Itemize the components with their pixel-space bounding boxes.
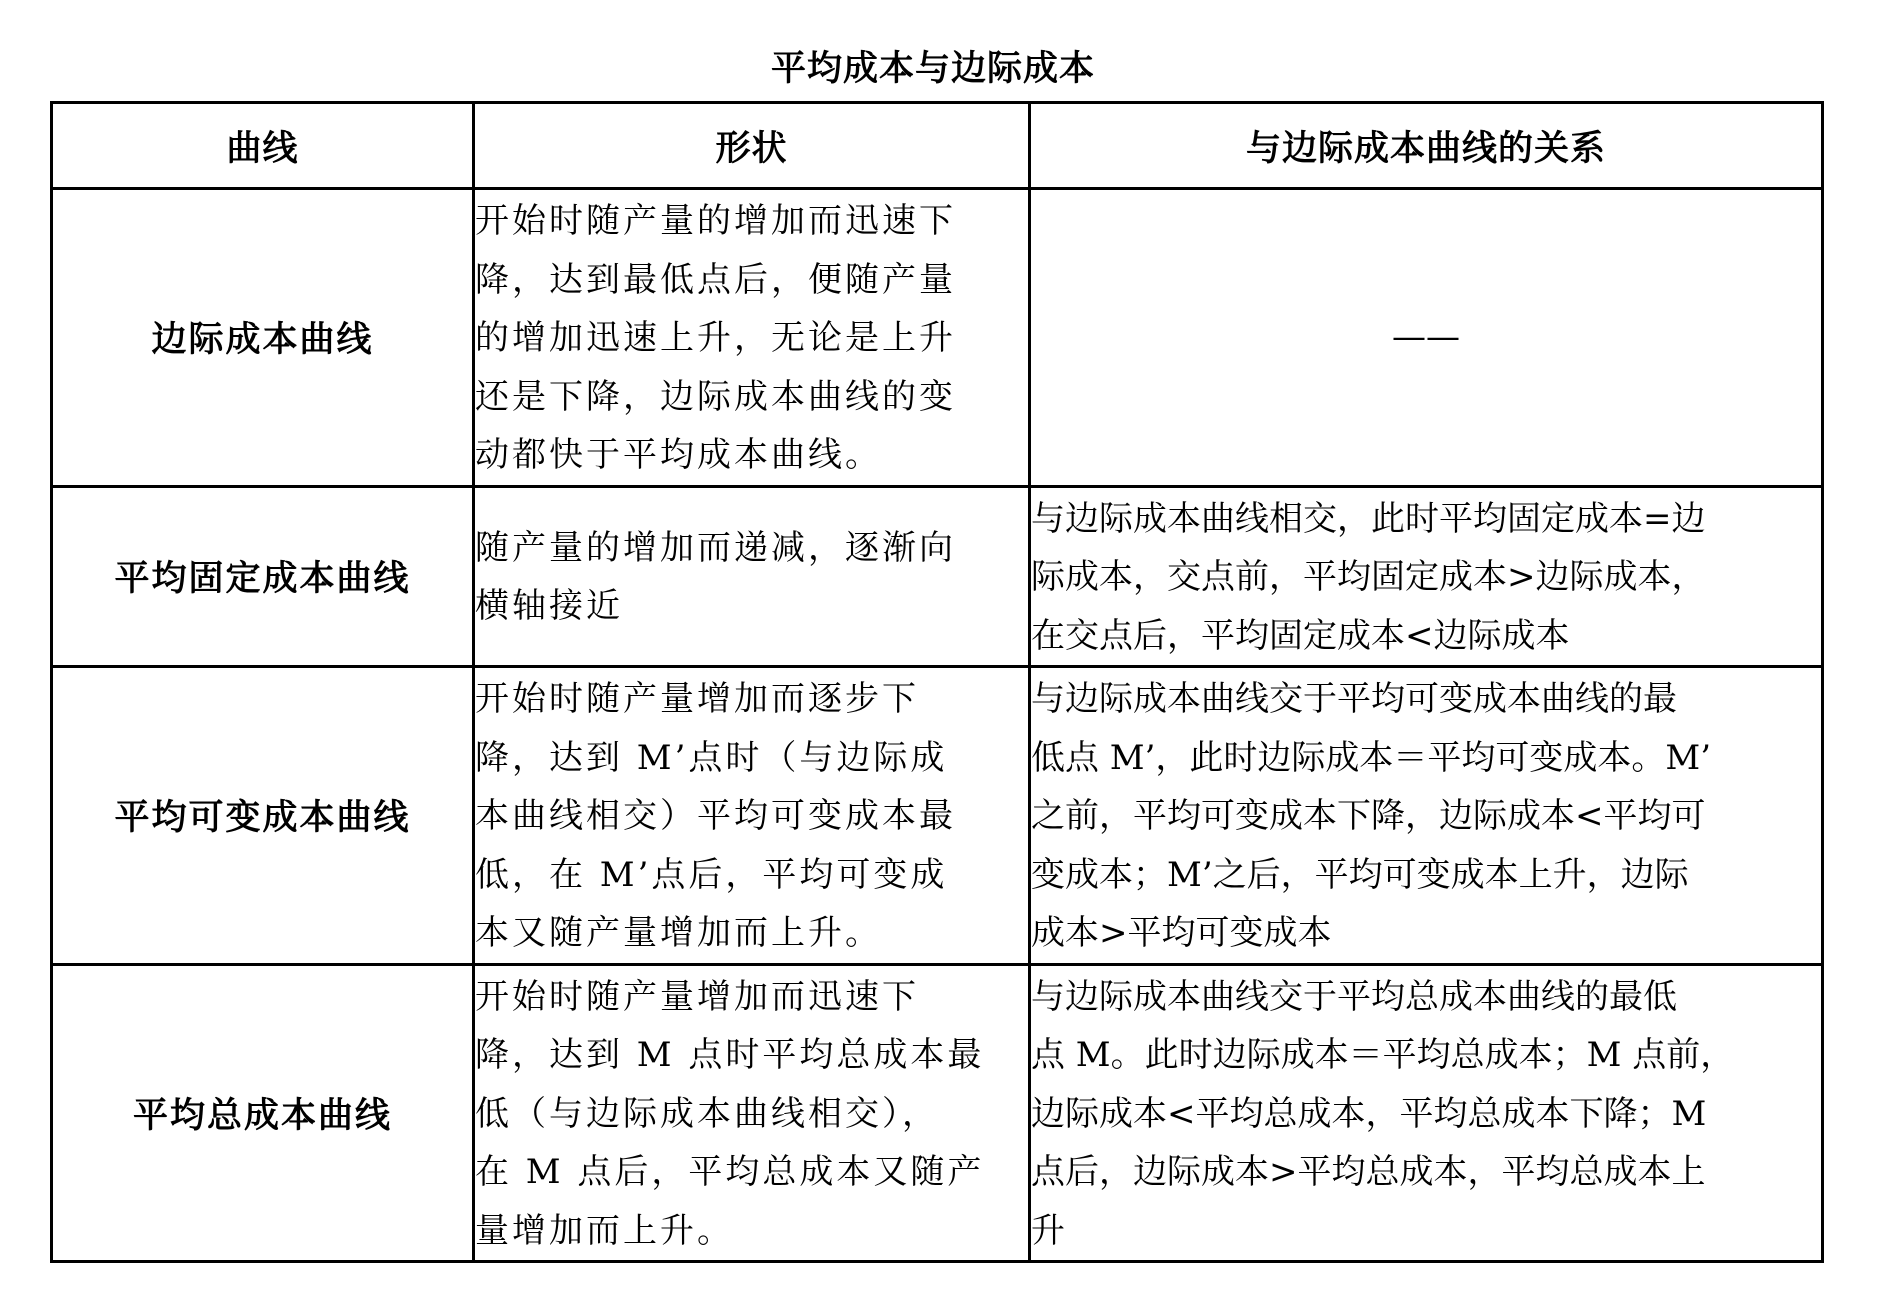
relation-cell	[1030, 964, 1823, 1262]
curve-name-cell: 平均可变成本曲线	[52, 667, 474, 965]
relation-cell-empty	[1030, 189, 1823, 487]
shape-cell	[474, 964, 1030, 1262]
relation-cell	[1030, 486, 1823, 667]
curve-name-cell: 边际成本曲线	[52, 189, 474, 487]
shape-line: 本曲线相交）平均可变成本最	[475, 796, 956, 836]
shape-line: 低（与边际成本曲线相交），	[475, 1093, 939, 1134]
header-relation: 与边际成本曲线的关系	[1030, 103, 1823, 189]
shape-line: 在 M 点后，平均总成本又随产	[475, 1152, 985, 1192]
shape-line: 开始时随产量的增加而迅速下	[475, 201, 956, 241]
shape-line: 本又随产量增加而上升。	[475, 913, 882, 953]
header-shape: 形状	[474, 103, 1030, 189]
relation-line: 升	[1031, 1210, 1065, 1251]
relation-line: 与边际成本曲线交于平均总成本曲线的最低	[1031, 976, 1677, 1017]
relation-line: 边际成本<平均总成本，平均总成本下降；M	[1031, 1093, 1707, 1134]
cost-comparison-table	[50, 101, 1824, 1263]
relation-cell	[1030, 667, 1823, 965]
table-row-average-fixed-cost	[52, 486, 1823, 667]
relation-line: 低点 M’，此时边际成本＝平均可变成本。M’	[1031, 737, 1712, 778]
relation-line: 与边际成本曲线交于平均可变成本曲线的最	[1031, 679, 1677, 719]
em-dash-placeholder: ——	[1392, 317, 1460, 358]
shape-line: 开始时随产量增加而逐步下	[475, 679, 919, 719]
shape-line: 降，达到 M 点时平均总成本最	[475, 1035, 985, 1075]
shape-line: 随产量的增加而递减，逐渐向	[475, 527, 956, 568]
table-row-average-variable-cost	[52, 667, 1823, 965]
relation-line: 之前，平均可变成本下降，边际成本<平均可	[1031, 796, 1706, 836]
relation-line: 际成本，交点前，平均固定成本>边际成本，	[1031, 557, 1706, 597]
relation-line: 变成本；M’之后，平均可变成本上升，边际	[1031, 854, 1689, 895]
curve-name-cell: 平均固定成本曲线	[52, 486, 474, 667]
shape-line: 横轴接近	[475, 586, 623, 627]
table-header-row	[52, 103, 1823, 189]
header-curve: 曲线	[52, 103, 474, 189]
document-title: 平均成本与边际成本	[770, 49, 1095, 89]
shape-line: 量增加而上升。	[475, 1210, 734, 1251]
shape-cell	[474, 667, 1030, 965]
relation-line: 与边际成本曲线相交，此时平均固定成本=边	[1031, 498, 1706, 539]
relation-line: 点 M。此时边际成本＝平均总成本；M 点前，	[1031, 1035, 1735, 1075]
shape-line: 低，在 M’点后，平均可变成	[475, 854, 948, 895]
relation-line: 成本>平均可变成本	[1031, 913, 1332, 953]
curve-name-cell: 平均总成本曲线	[52, 964, 474, 1262]
shape-line: 动都快于平均成本曲线。	[475, 435, 882, 475]
shape-line: 降，达到 M’点时（与边际成	[475, 737, 948, 778]
shape-line: 降，达到最低点后，便随产量	[475, 259, 956, 300]
relation-line: 点后，边际成本>平均总成本，平均总成本上	[1031, 1152, 1706, 1192]
table-row-average-total-cost	[52, 964, 1823, 1262]
shape-cell	[474, 189, 1030, 487]
shape-line: 的增加迅速上升，无论是上升	[475, 318, 956, 358]
relation-line: 在交点后，平均固定成本<边际成本	[1031, 615, 1570, 656]
shape-line: 开始时随产量增加而迅速下	[475, 976, 919, 1017]
shape-line: 还是下降，边际成本曲线的变	[475, 376, 956, 417]
shape-cell	[474, 486, 1030, 667]
table-row-marginal-cost	[52, 189, 1823, 487]
